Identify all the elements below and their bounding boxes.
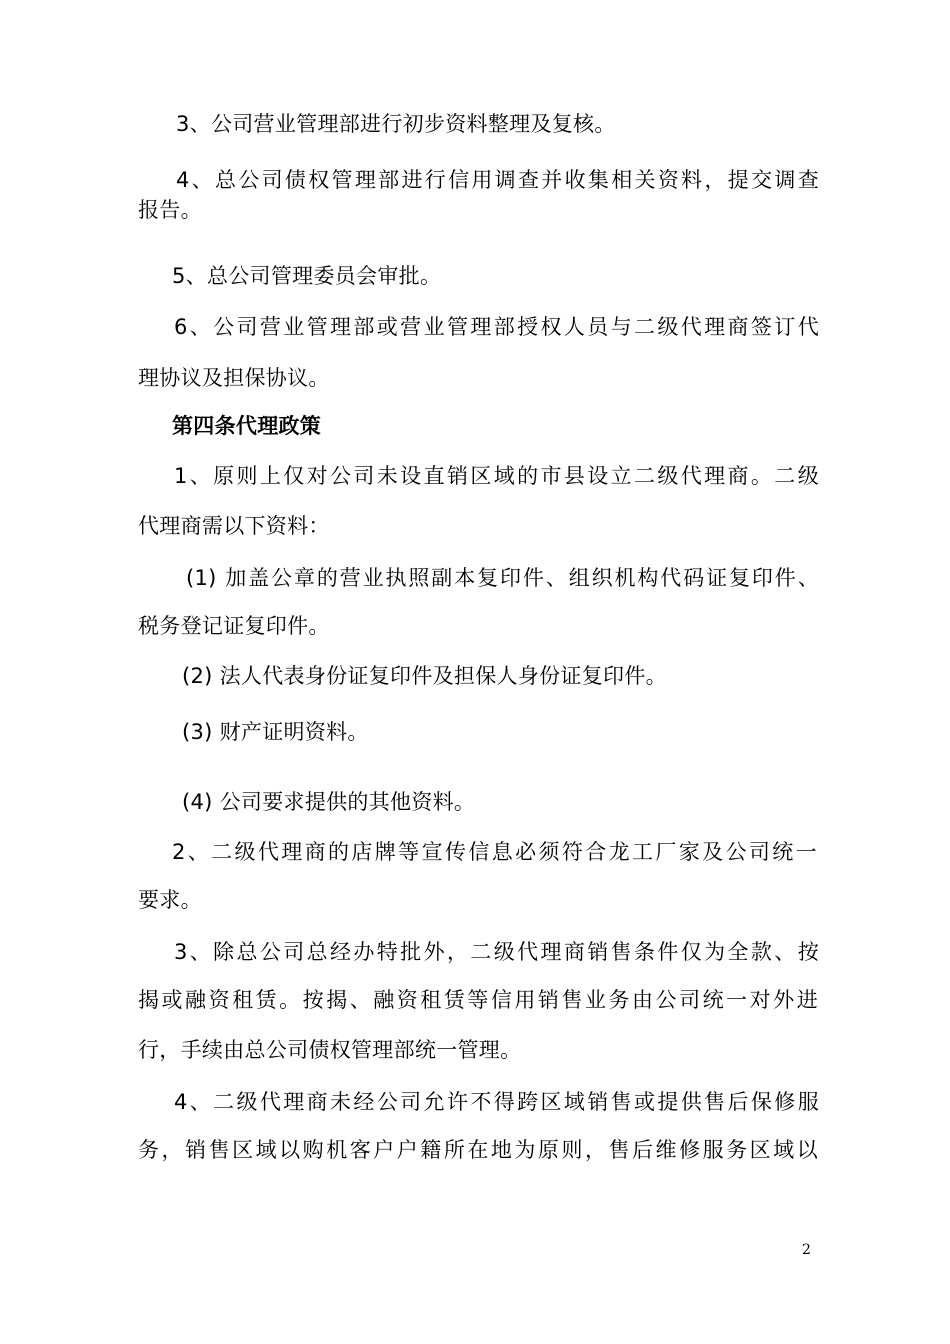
list-item-line: (1) 加盖公章的营业执照副本复印件、组织机构代码证复印件、: [186, 566, 819, 590]
list-item-line: 税务登记证复印件。: [138, 614, 330, 638]
paragraph-line: 代理商需以下资料：: [138, 514, 330, 538]
section-heading: 第四条代理政策: [172, 414, 322, 438]
paragraph-line: 4、总公司债权管理部进行信用调查并收集相关资料，提交调查: [176, 168, 819, 192]
paragraph-line: 行，手续由总公司债权管理部统一管理。: [138, 1038, 522, 1062]
paragraph-line: 务，销售区域以购机客户户籍所在地为原则，售后维修服务区域以: [138, 1138, 818, 1162]
list-item-line: (3) 财产证明资料。: [182, 720, 369, 744]
paragraph-line: 3、公司营业管理部进行初步资料整理及复核。: [176, 112, 616, 136]
paragraph-line: 5、总公司管理委员会审批。: [172, 264, 442, 288]
paragraph-line: 要求。: [138, 888, 202, 912]
paragraph-line: 理协议及担保协议。: [138, 366, 330, 390]
list-item-line: (2) 法人代表身份证复印件及担保人身份证复印件。: [182, 664, 667, 688]
paragraph-line: 揭或融资租赁。按揭、融资租赁等信用销售业务由公司统一对外进: [138, 988, 818, 1012]
paragraph-line: 6、公司营业管理部或营业管理部授权人员与二级代理商签订代: [174, 315, 819, 339]
paragraph-line: 3、除总公司总经办特批外，二级代理商销售条件仅为全款、按: [174, 940, 819, 964]
paragraph-line: 2、二级代理商的店牌等宣传信息必须符合龙工厂家及公司统一: [172, 840, 817, 864]
paragraph-line: 1、原则上仅对公司未设直销区域的市县设立二级代理商。二级: [174, 464, 819, 488]
page-number: 2: [802, 1242, 811, 1258]
paragraph-line: 报告。: [138, 198, 202, 222]
list-item-line: (4) 公司要求提供的其他资料。: [182, 790, 476, 814]
paragraph-line: 4、二级代理商未经公司允许不得跨区域销售或提供售后保修服: [174, 1090, 819, 1114]
